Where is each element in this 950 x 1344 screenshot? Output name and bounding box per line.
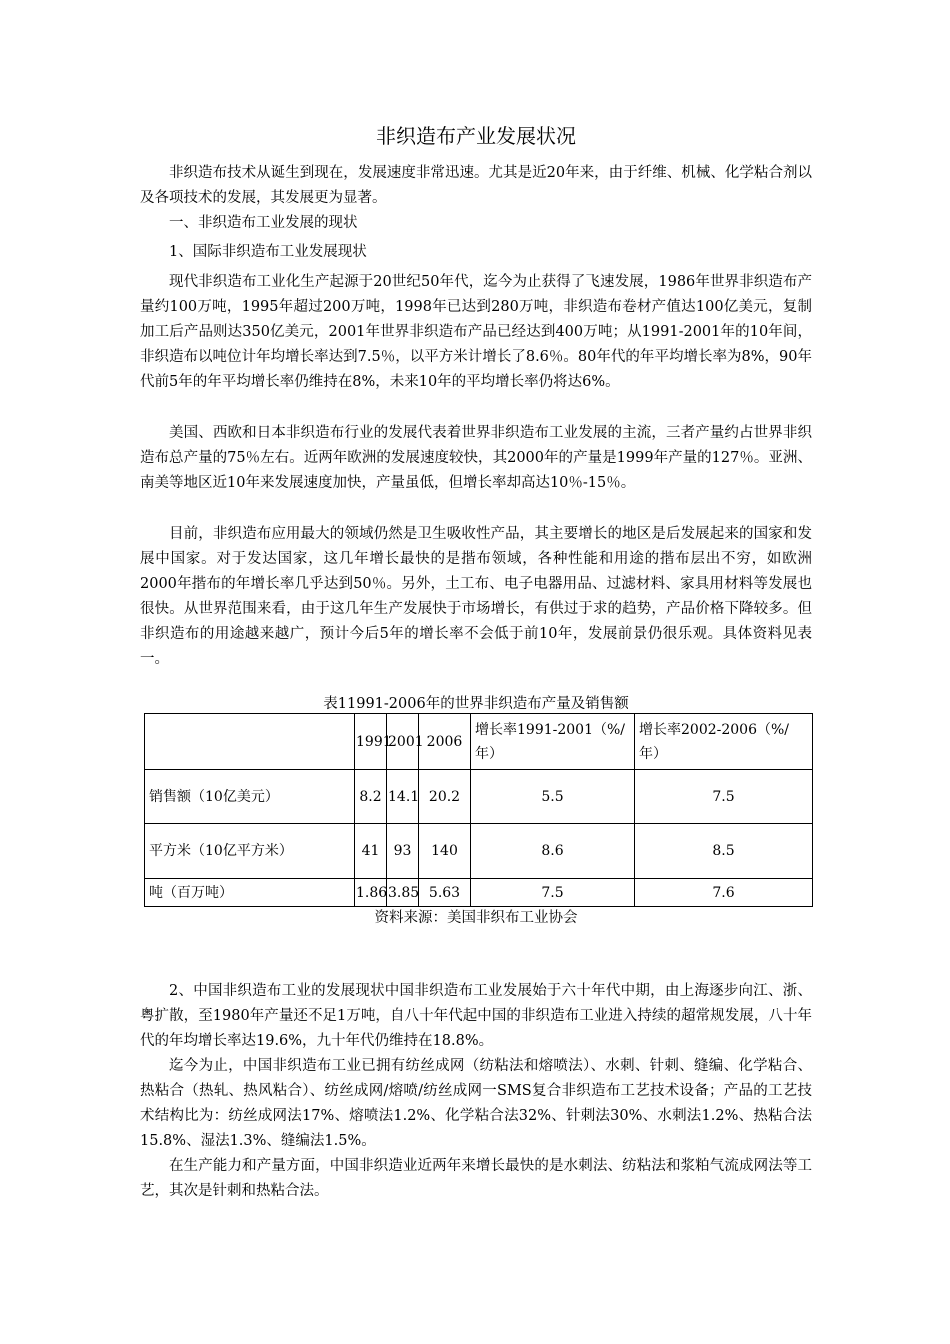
section-heading-1: 一、非织造布工业发展的现状 [169, 215, 358, 231]
international-paragraph-2: 美国、西欧和日本非织造布行业的发展代表着世界非织造布工业发展的主流，三者产量约占世界非织造布总产量的75％左右。近两年欧洲的发展速度较快，其2000年的产量是1999年产量的127％。亚洲、南美等地区近10年来发展速度加快，产量虽低，但增长率却高达10％-15％。 [140, 425, 812, 491]
china-paragraph-3: 在生产能力和产量方面，中国非织造业近两年来增长最快的是水刺法、纺粘法和浆粕气流成网法等工艺，其次是针刺和热粘合法。 [140, 1158, 812, 1199]
table-header-cell: 增长率2002-2006（%/年） [635, 714, 813, 770]
table-cell: 5.63 [419, 879, 471, 907]
table-header-cell: 2006 [419, 714, 471, 770]
table-header-cell: 1991 [355, 714, 387, 770]
production-sales-table [144, 713, 813, 907]
table-cell: 93 [387, 824, 419, 879]
international-paragraph-3: 目前，非织造布应用最大的领域仍然是卫生吸收性产品，其主要增长的地区是后发展起来的国家和发展中国家。对于发达国家，这几年增长最快的是揩布领域，各种性能和用途的揩布层出不穷，如欧洲2000年揩布的年增长率几乎达到50％。另外，土工布、电子电器用品、过滤材料、家具用材料等发展也很快。从世界范围来看，由于这几年生产发展快于市场增长，有供过于求的趋势，产品价格下降较多。但非织造布的用途越来越广，预计今后5年的增长率不会低于前10年，发展前景仍很乐观。具体资料见表一。 [140, 526, 812, 667]
table-header-row [145, 714, 813, 770]
table-row [145, 824, 813, 879]
table-row [145, 879, 813, 907]
document-title: 非织造布产业发展状况 [376, 124, 576, 148]
table-header-cell: 增长率1991-2001（%/年） [471, 714, 635, 770]
table-cell: 8.5 [635, 824, 813, 879]
section-heading-1-1: 1、国际非织造布工业发展现状 [169, 244, 367, 260]
table-caption: 表11991-2006年的世界非织造布产量及销售额 [323, 696, 629, 712]
china-paragraph-1: 2、中国非织造布工业的发展现状中国非织造布工业发展始于六十年代中期，由上海逐步向江、浙、粤扩散，至1980年产量还不足1万吨，自八十年代起中国的非织造布工业进入持续的超常规发展，八十年代的年均增长率达19.6%，九十年代仍维持在18.8%。 [140, 983, 812, 1049]
table-cell: 7.5 [635, 770, 813, 824]
table-cell: 吨（百万吨） [145, 879, 355, 907]
intro-paragraph: 非织造布技术从诞生到现在，发展速度非常迅速。尤其是近20年来，由于纤维、机械、化学粘合剂以及各项技术的发展，其发展更为显著。 [140, 165, 812, 206]
table-cell: 销售额（10亿美元） [145, 770, 355, 824]
table-source-note: 资料来源：美国非织布工业协会 [374, 910, 578, 926]
table-cell: 1.86 [355, 879, 387, 907]
table-row [145, 770, 813, 824]
table-cell: 20.2 [419, 770, 471, 824]
table-cell: 41 [355, 824, 387, 879]
table-cell: 3.85 [387, 879, 419, 907]
table-header-cell [145, 714, 355, 770]
table-cell: 8.2 [355, 770, 387, 824]
china-paragraph-2: 迄今为止，中国非织造布工业已拥有纺丝成网（纺粘法和熔喷法）、水刺、针刺、缝编、化学粘合、热粘合（热轧、热风粘合）、纺丝成网/熔喷/纺丝成网一SMS复合非织造布工艺技术设备；产品的工艺技术结构比为：纺丝成网法17%、熔喷法1.2%、化学粘合法32%、针刺法30%、水刺法1.2%、热粘合法15.8%、湿法1.3%、缝编法1.5%。 [140, 1058, 812, 1149]
table-cell: 7.6 [635, 879, 813, 907]
table-cell: 平方米（10亿平方米） [145, 824, 355, 879]
table-cell: 14.1 [387, 770, 419, 824]
table-header-cell: 2001 [387, 714, 419, 770]
table-cell: 7.5 [471, 879, 635, 907]
table-cell: 8.6 [471, 824, 635, 879]
table-cell: 5.5 [471, 770, 635, 824]
international-paragraph-1: 现代非织造布工业化生产起源于20世纪50年代，迄今为止获得了飞速发展，1986年世界非织造布产量约100万吨，1995年超过200万吨，1998年已达到280万吨，非织造布卷材产值达100亿美元，复制加工后产品则达350亿美元，2001年世界非织造布产品已经达到400万吨；从1991-2001年的10年间，非织造布以吨位计年均增长率达到7.5％，以平方米计增长了8.6％。80年代的年平均增长率为8%，90年代前5年的年平均增长率仍维持在8%，未来10年的平均增长率仍将达6%。 [140, 274, 812, 390]
table-cell: 140 [419, 824, 471, 879]
